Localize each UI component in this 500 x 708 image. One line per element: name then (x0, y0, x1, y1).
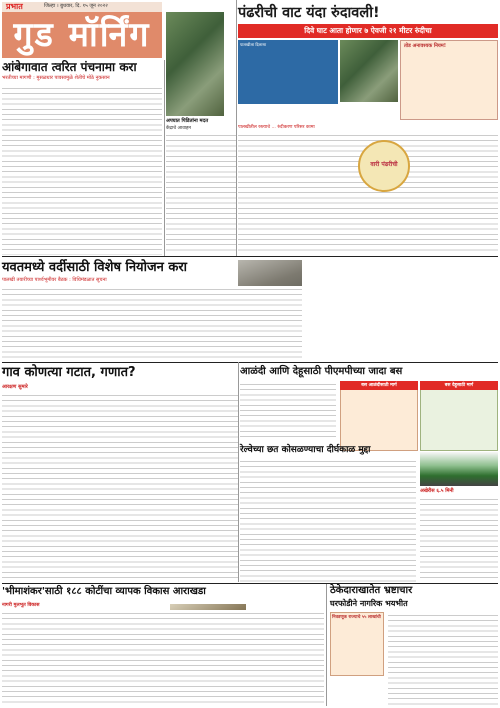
alandi-list2-title: बस देहूसाठी मार्ग (420, 381, 498, 390)
bhima-headline: 'भीमाशंकर'साठी १८८ कोटींचा व्यापक विकास आराखडा (2, 586, 206, 597)
ghat-photo (340, 40, 398, 102)
brand-logo: प्रभात (6, 2, 23, 11)
alandi-body (240, 381, 336, 441)
top-right-box (238, 40, 338, 104)
rail-side-body (420, 496, 498, 582)
bhima-body (2, 610, 324, 706)
bottom-right-body (388, 612, 498, 706)
alandi-list2-box (420, 381, 498, 451)
meeting-top-rule (2, 256, 498, 257)
lead-headline: आंबेगावात त्वरित पंचनामा करा (2, 60, 137, 74)
bottom-right-box (330, 612, 384, 676)
top-right-headline: पंढरीची वाट यंदा रुंदावली! (238, 5, 380, 21)
village-body (2, 392, 238, 582)
column-rule (236, 0, 237, 256)
rail-body (240, 458, 416, 582)
news-photo (166, 12, 224, 116)
top-right-side-title: तोड अनावश्यक नियम! (404, 43, 447, 49)
village-side-title: आरक्षण सुमारे (2, 384, 28, 390)
lead-side-body (166, 132, 236, 252)
meeting-body (2, 286, 302, 360)
rail-headline: रेल्वेच्या छत कोसळण्याचा दीर्घकाळ मुद्दा (240, 445, 371, 455)
vari-label: वारी पंढरीची (370, 161, 398, 168)
alandi-list-box (340, 381, 418, 451)
edition-line: जिल्हा । बुधवार, दि. १५ जून २०२२ (44, 3, 108, 9)
lead-body (2, 85, 162, 255)
rail-side-title: अखेरीस ६.५ मिनी (420, 488, 454, 494)
top-right-box-text: पालखीला दिलासा (240, 42, 266, 47)
bhima-top-rule (2, 583, 498, 584)
bottom-right-box-title: निवडणूक राज्याचे ५५ लाखांची (332, 615, 381, 620)
lead-side-title: अपघात पिडितांना मदत (166, 118, 209, 124)
lead-subhead: भरतीच्या मागणी : मुसळधार पावसामुळे शेतीचे मोठे नुकसान (2, 75, 110, 81)
page-title: गुड मॉर्निंग (2, 12, 162, 58)
top-right-side-box (400, 40, 498, 120)
top-right-subhead: दिवे घाट आता होणार ७ ऐवजी २१ मीटर रुंदीचा (238, 24, 498, 38)
alandi-headline: आळंदी आणि देहूसाठी पीएमपीच्या जादा बस (240, 366, 403, 377)
alandi-list-title: बस आळंदीसाठी मार्ग (340, 381, 418, 390)
lead-side-subtitle: केंद्राचे आवाहन (166, 126, 191, 131)
bhima-side-title: नागरी मुलभूत विकास (2, 603, 40, 608)
column-rule (164, 60, 165, 256)
village-top-rule (2, 362, 498, 363)
column-rule (326, 584, 327, 706)
top-right-caption: पालखीतील रस्त्याचे ... रुंदीकरण परिसर कामा (238, 125, 315, 130)
meeting-headline: यवतमध्ये वर्दीसाठी विशेष नियोजन करा (2, 260, 188, 275)
meeting-subhead: पालखी तयारीच्या पार्श्वभूमीवर बैठक : विधिमंडळात सूचना (2, 277, 107, 283)
lead-story (2, 60, 162, 82)
bottom-right-headline: ठेकेदाराखातेत भ्रष्टाचार (330, 585, 413, 596)
column-rule (238, 362, 239, 582)
bus-photo (420, 452, 498, 486)
bottom-right-subhead: घरफोडीने नागरिक भयभीत (330, 599, 408, 608)
village-headline: गाव कोणत्या गटात, गणात? (2, 365, 136, 380)
